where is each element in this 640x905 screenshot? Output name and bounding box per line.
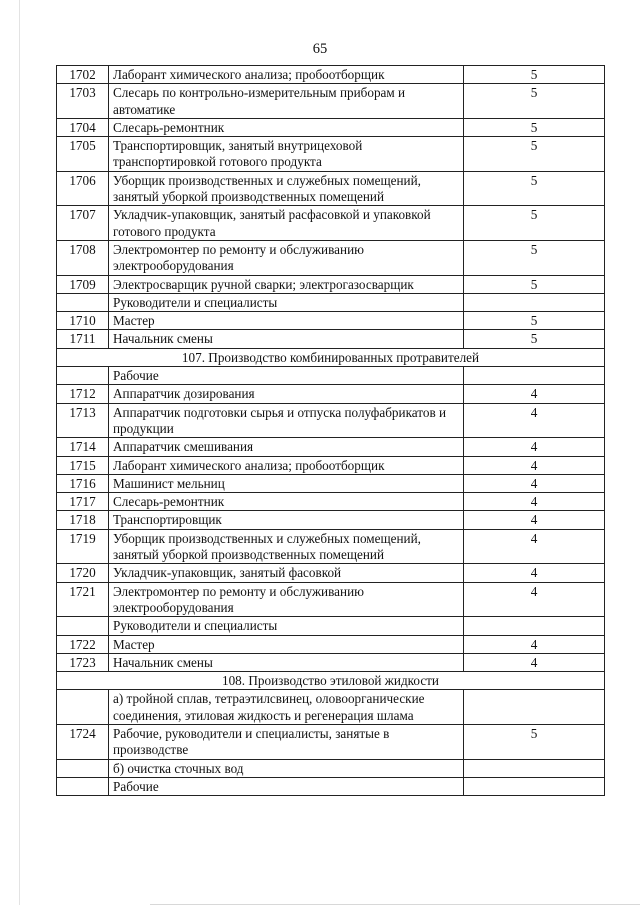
row-number: 1709 — [57, 275, 109, 293]
occupation-name: Рабочие, руководители и специалисты, занятые в производстве — [109, 724, 464, 759]
row-number — [57, 690, 109, 725]
occupation-name: Электромонтер по ремонту и обслуживанию электрооборудования — [109, 240, 464, 275]
group-label: Руководители и специалисты — [109, 293, 464, 311]
row-number: 1708 — [57, 240, 109, 275]
occupation-name: Уборщик производственных и служебных помещений, занятый уборкой производственных помещений — [109, 529, 464, 564]
row-number: 1707 — [57, 206, 109, 241]
hazard-class-value: 5 — [464, 724, 605, 759]
table-row — [57, 385, 605, 403]
occupation-name: Начальник смены — [109, 653, 464, 671]
table-row — [57, 653, 605, 671]
table-row — [57, 582, 605, 617]
occupation-name: Уборщик производственных и служебных помещений, занятый уборкой производственных помещений — [109, 171, 464, 206]
group-label: Руководители и специалисты — [109, 617, 464, 635]
group-header-row — [57, 690, 605, 725]
row-number: 1713 — [57, 403, 109, 438]
group-label: а) тройной сплав, тетраэтилсвинец, оловоорганические соединения, этиловая жидкость и регенерация шлама — [109, 690, 464, 725]
hazard-class-value: 5 — [464, 137, 605, 172]
table-row — [57, 635, 605, 653]
table-row — [57, 240, 605, 275]
hazard-class-value — [464, 367, 605, 385]
table-row — [57, 438, 605, 456]
occupation-name: Лаборант химического анализа; пробоотборщик — [109, 456, 464, 474]
row-number: 1718 — [57, 511, 109, 529]
occupation-name: Слесарь по контрольно-измерительным приборам и автоматике — [109, 84, 464, 119]
table-body — [57, 66, 605, 796]
table-row — [57, 66, 605, 84]
table-row — [57, 724, 605, 759]
row-number — [57, 367, 109, 385]
hazard-class-value: 5 — [464, 312, 605, 330]
hazard-class-value: 5 — [464, 240, 605, 275]
table-row — [57, 474, 605, 492]
occupation-name: Лаборант химического анализа; пробоотборщик — [109, 66, 464, 84]
occupation-name: Транспортировщик — [109, 511, 464, 529]
row-number: 1710 — [57, 312, 109, 330]
row-number: 1720 — [57, 564, 109, 582]
hazard-class-value: 4 — [464, 456, 605, 474]
table-row — [57, 312, 605, 330]
row-number: 1724 — [57, 724, 109, 759]
hazard-class-value: 4 — [464, 582, 605, 617]
table-row — [57, 456, 605, 474]
hazard-class-value: 5 — [464, 171, 605, 206]
table-row — [57, 403, 605, 438]
row-number: 1706 — [57, 171, 109, 206]
row-number: 1714 — [57, 438, 109, 456]
row-number: 1712 — [57, 385, 109, 403]
section-header-row — [57, 348, 605, 366]
hazard-class-value: 5 — [464, 118, 605, 136]
row-number: 1723 — [57, 653, 109, 671]
row-number: 1717 — [57, 493, 109, 511]
hazard-class-value: 4 — [464, 511, 605, 529]
row-number: 1703 — [57, 84, 109, 119]
table-row — [57, 529, 605, 564]
occupation-name: Укладчик-упаковщик, занятый фасовкой — [109, 564, 464, 582]
group-label: Рабочие — [109, 777, 464, 795]
hazard-class-value — [464, 759, 605, 777]
table-row — [57, 137, 605, 172]
hazard-class-value: 4 — [464, 653, 605, 671]
hazard-class-value: 4 — [464, 385, 605, 403]
occupation-name: Электросварщик ручной сварки; электрогазосварщик — [109, 275, 464, 293]
row-number: 1705 — [57, 137, 109, 172]
hazard-class-value: 4 — [464, 564, 605, 582]
row-number — [57, 293, 109, 311]
hazard-class-value: 4 — [464, 474, 605, 492]
hazard-class-value: 4 — [464, 403, 605, 438]
occupation-name: Слесарь-ремонтник — [109, 493, 464, 511]
occupation-name: Начальник смены — [109, 330, 464, 348]
hazard-class-value: 5 — [464, 206, 605, 241]
table-row — [57, 330, 605, 348]
table-row — [57, 206, 605, 241]
row-number: 1715 — [57, 456, 109, 474]
occupation-table — [56, 65, 605, 796]
table-row — [57, 171, 605, 206]
row-number — [57, 777, 109, 795]
row-number: 1721 — [57, 582, 109, 617]
hazard-class-value: 5 — [464, 275, 605, 293]
group-header-row — [57, 759, 605, 777]
hazard-class-value: 5 — [464, 66, 605, 84]
hazard-class-value — [464, 293, 605, 311]
occupation-name: Машинист мельниц — [109, 474, 464, 492]
row-number — [57, 759, 109, 777]
row-number: 1719 — [57, 529, 109, 564]
table-row — [57, 564, 605, 582]
group-label: б) очистка сточных вод — [109, 759, 464, 777]
table-row — [57, 511, 605, 529]
group-header-row — [57, 367, 605, 385]
occupation-name: Мастер — [109, 312, 464, 330]
occupation-name: Слесарь-ремонтник — [109, 118, 464, 136]
table-row — [57, 493, 605, 511]
row-number: 1702 — [57, 66, 109, 84]
hazard-class-value: 5 — [464, 330, 605, 348]
hazard-class-value: 4 — [464, 438, 605, 456]
occupation-name: Аппаратчик подготовки сырья и отпуска полуфабрикатов и продукции — [109, 403, 464, 438]
group-header-row — [57, 617, 605, 635]
hazard-class-value: 4 — [464, 493, 605, 511]
section-title: 108. Производство этиловой жидкости — [57, 672, 605, 690]
group-header-row — [57, 293, 605, 311]
section-title: 107. Производство комбинированных протравителей — [57, 348, 605, 366]
hazard-class-value — [464, 690, 605, 725]
row-number: 1711 — [57, 330, 109, 348]
hazard-class-value: 4 — [464, 635, 605, 653]
occupation-name: Аппаратчик дозирования — [109, 385, 464, 403]
row-number — [57, 617, 109, 635]
group-label: Рабочие — [109, 367, 464, 385]
table-row — [57, 275, 605, 293]
row-number: 1722 — [57, 635, 109, 653]
occupation-name: Аппаратчик смешивания — [109, 438, 464, 456]
group-header-row — [57, 777, 605, 795]
row-number: 1704 — [57, 118, 109, 136]
occupation-name: Укладчик-упаковщик, занятый расфасовкой и упаковкой готового продукта — [109, 206, 464, 241]
table-row — [57, 84, 605, 119]
hazard-class-value — [464, 777, 605, 795]
hazard-class-value — [464, 617, 605, 635]
occupation-name: Электромонтер по ремонту и обслуживанию электрооборудования — [109, 582, 464, 617]
row-number: 1716 — [57, 474, 109, 492]
scan-edge-left — [19, 0, 20, 905]
hazard-class-value: 5 — [464, 84, 605, 119]
table-row — [57, 118, 605, 136]
occupation-name: Мастер — [109, 635, 464, 653]
section-header-row — [57, 672, 605, 690]
page-number: 65 — [312, 41, 328, 57]
occupation-name: Транспортировщик, занятый внутрицеховой транспортировкой готового продукта — [109, 137, 464, 172]
hazard-class-value: 4 — [464, 529, 605, 564]
